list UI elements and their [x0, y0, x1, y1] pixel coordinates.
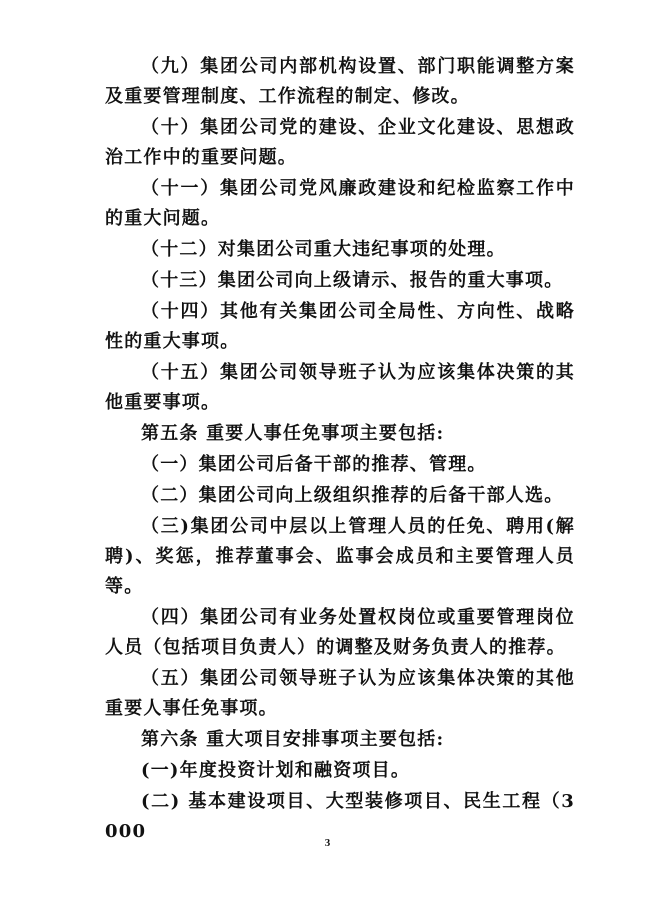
clause-13-paragraph: （十三）集团公司向上级请示、报告的重大事项。	[141, 270, 564, 291]
article-5-item-3: （三)集团公司中层以上管理人员的任免、聘用(解聘)、奖惩，推荐董事会、监事会成员和主要管理人员等。	[105, 516, 575, 597]
clause-9-paragraph: （九）集团公司内部机构设置、部门职能调整方案及重要管理制度、工作流程的制定、修改。	[105, 56, 575, 107]
article-5-item-2: （二）集团公司向上级组织推荐的后备干部人选。	[141, 485, 564, 506]
article-6-item-1: (一)年度投资计划和融资项目。	[141, 760, 411, 781]
clause-14-paragraph: （十四）其他有关集团公司全局性、方向性、战略性的重大事项。	[105, 301, 575, 352]
article-5-item-1: （一）集团公司后备干部的推荐、管理。	[141, 454, 487, 475]
clause-15-paragraph: （十五）集团公司领导班子认为应该集体决策的其他重要事项。	[105, 362, 575, 413]
document-body	[105, 52, 575, 847]
article-6-heading: 第六条 重大项目安排事项主要包括:	[141, 729, 445, 750]
clause-11-paragraph: （十一）集团公司党风廉政建设和纪检监察工作中的重大问题。	[105, 178, 575, 229]
article-5-item-5: （五）集团公司领导班子认为应该集体决策的其他重要人事任免事项。	[105, 668, 575, 719]
page-number: 3	[324, 837, 331, 849]
clause-10-paragraph: （十）集团公司党的建设、企业文化建设、思想政治工作中的重要问题。	[105, 117, 575, 168]
article-6-item-2: (二) 基本建设项目、大型装修项目、民生工程（3000	[105, 791, 575, 842]
article-5-item-4: （四）集团公司有业务处置权岗位或重要管理岗位人员（包括项目负责人）的调整及财务负责人的推荐。	[105, 607, 575, 658]
clause-12-paragraph: （十二）对集团公司重大违纪事项的处理。	[141, 239, 506, 260]
article-5-heading: 第五条 重要人事任免事项主要包括:	[141, 423, 445, 444]
